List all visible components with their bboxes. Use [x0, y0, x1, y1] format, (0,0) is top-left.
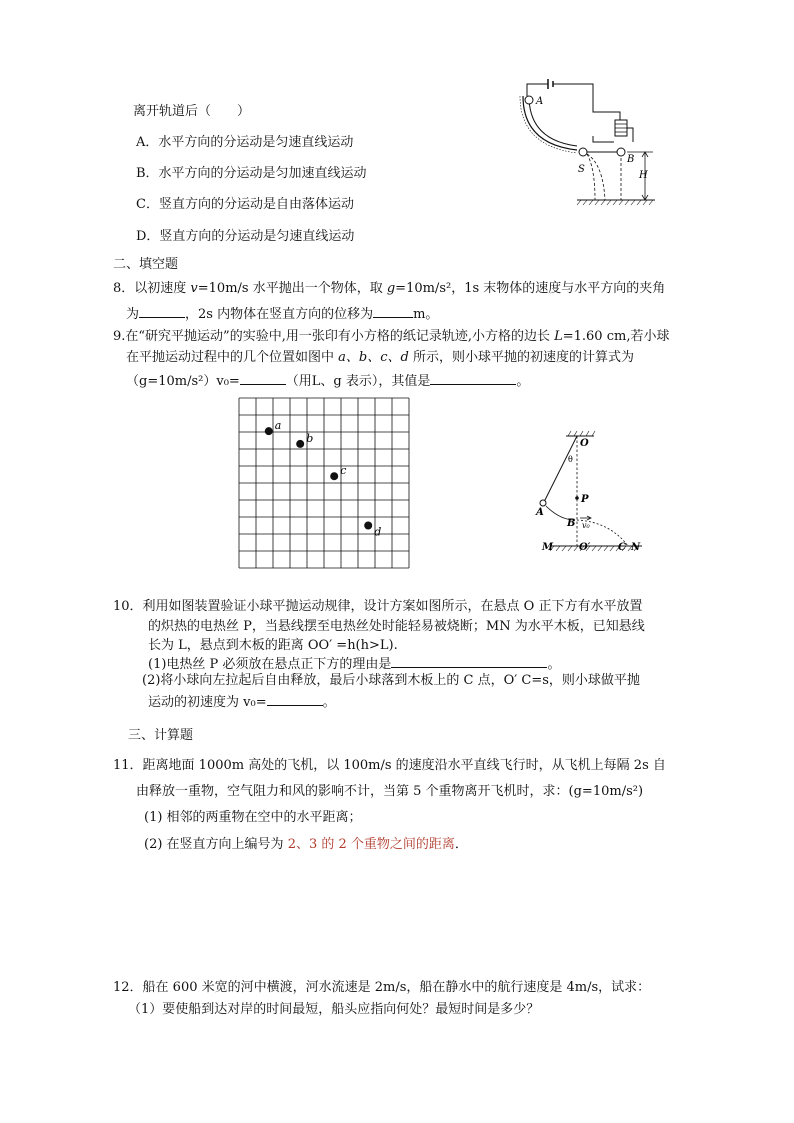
q9-text: 所示，则小球平抛的初速度的计算式为 — [408, 350, 634, 365]
q8-text: m。 — [413, 307, 439, 322]
heater-p — [575, 496, 579, 500]
q10-text: 。 — [322, 695, 336, 710]
trajectory-point-label: b — [306, 431, 314, 445]
q9-text: 在平抛运动过程中的几个位置如图中 — [126, 350, 339, 365]
trajectory-point-a — [265, 427, 273, 435]
q10-sub1 — [148, 655, 560, 673]
q7-option-c: C．竖直方向的分运动是自由落体运动 — [136, 197, 354, 212]
label-b: B — [627, 154, 635, 165]
label-h: H — [639, 170, 648, 181]
q9-text: （用L、g 表示），其值是 — [285, 374, 431, 389]
q9-points: a、b、c、d — [338, 350, 409, 365]
q10-text: (1)电热丝 P 必须放在悬点正下方的理由是 — [148, 657, 392, 672]
q9-l-symbol: L — [554, 329, 563, 344]
q10-pendulum-figure — [530, 430, 655, 560]
q11-highlight: 2、3 的 2 个重物之间的距离 — [287, 837, 455, 852]
q9-line3 — [126, 372, 529, 390]
q10-line3: 长为 L，悬点到木板的距离 OO′ =h(h>L). — [148, 638, 398, 653]
label-b: B — [567, 518, 576, 529]
q11-sub2 — [144, 837, 468, 853]
q11-text: ． — [454, 837, 468, 852]
label-v0: v₀ — [582, 521, 590, 530]
label-o: O — [580, 438, 589, 449]
q8-text: ，2s 内物体在竖直方向的位移为 — [185, 307, 374, 322]
label-n: N — [631, 542, 641, 553]
trajectory-point-label: c — [340, 464, 347, 478]
ball-b — [617, 148, 625, 156]
label-p: P — [581, 494, 589, 505]
q8-g-symbol: g — [386, 281, 396, 296]
q11-line1: 11．距离地面 1000m 高处的飞机，以 100m/s 的速度沿水平直线飞行时，从飞机上每隔 2s 自 — [113, 758, 666, 773]
q9-text: 。 — [516, 374, 530, 389]
trajectory-point-label: d — [374, 525, 382, 539]
ball-a — [525, 96, 533, 104]
q9-text: （g=10m/s²）v₀= — [126, 374, 240, 389]
label-theta: θ — [568, 455, 573, 464]
q10-text: 运动的初速度为 v₀= — [148, 695, 267, 710]
q8-angle-blank[interactable] — [139, 305, 185, 318]
ball-s — [579, 148, 587, 156]
q7-option-d: D．竖直方向的分运动是匀速直线运动 — [136, 229, 355, 244]
q10-text: 。 — [547, 657, 561, 672]
q9-text: =1.60 cm,若小球 — [562, 329, 670, 344]
q7-option-a: A．水平方向的分运动是匀速直线运动 — [136, 135, 354, 150]
q9-line2 — [126, 350, 634, 366]
q10-sub2-line1: (2)将小球向左拉起后自由释放，最后小球落到木板上的 C 点，O′ C=s，则小球做平抛 — [142, 673, 640, 688]
trajectory-point-label: a — [274, 419, 282, 433]
label-s: S — [578, 164, 585, 175]
q9-line1 — [113, 329, 669, 345]
section-heading-fill-in: 二、填空题 — [113, 257, 179, 272]
q8-text: =10m/s 水平抛出一个物体，取 — [197, 281, 387, 296]
q8-text: 为 — [126, 307, 140, 322]
q9-text: 9.在“研究平抛运动”的实验中,用一张印有小方格的纸记录轨迹,小方格的边长 — [113, 329, 555, 344]
label-o-prime: O′ — [579, 542, 591, 553]
q10-sub2-line2 — [148, 693, 336, 711]
q7-stem: 离开轨道后（ ） — [133, 104, 251, 119]
q7-apparatus-figure — [515, 78, 675, 208]
trajectory-point-d — [364, 522, 372, 530]
q8-v-symbol: v — [190, 281, 198, 296]
q10-reason-blank[interactable] — [391, 655, 547, 668]
trajectory-point-b — [296, 440, 304, 448]
section-heading-calculation: 三、计算题 — [128, 728, 194, 743]
q11-line2: 由释放一重物，空气阻力和风的影响不计，当第 5 个重物离开飞机时，求：(g=10m/s²) — [136, 784, 644, 799]
q12-line1: 12．船在 600 米宽的河中横渡，河水流速是 2m/s，船在静水中的航行速度是 4m/s，试求： — [113, 980, 651, 995]
q8-text: =10m/s²，1s 末物体的速度与水平方向的夹角 — [395, 281, 666, 296]
q12-sub1: （1）要使船到达对岸的时间最短，船头应指向何处？最短时间是多少？ — [128, 1002, 540, 1017]
label-a: A — [536, 507, 544, 518]
trajectory-point-c — [330, 472, 338, 480]
label-a: A — [536, 96, 544, 107]
q7-option-b: B．水平方向的分运动是匀加速直线运动 — [136, 166, 367, 181]
label-m: M — [542, 542, 554, 553]
q8-displacement-blank[interactable] — [373, 305, 413, 318]
q10-line2: 的炽热的电热丝 P，当悬线摆至电热丝处时能轻易被烧断；MN 为水平木板，已知悬线 — [148, 619, 645, 634]
q9-value-blank[interactable] — [430, 372, 516, 385]
label-c: C — [618, 542, 626, 553]
q8-line1 — [113, 281, 665, 297]
q10-v0-blank[interactable] — [267, 693, 323, 706]
q8-line2 — [126, 305, 438, 323]
q8-text: 8．以初速度 — [113, 281, 191, 296]
pendulum-ball — [540, 500, 546, 506]
q11-text: (2) 在竖直方向上编号为 — [144, 837, 288, 852]
q11-sub1: (1) 相邻的两重物在空中的水平距离； — [144, 810, 362, 825]
q9-formula-blank[interactable] — [240, 372, 286, 385]
q10-line1: 10．利用如图装置验证小球平抛运动规律，设计方案如图所示，在悬点 O 正下方有水平放置 — [113, 599, 643, 614]
q9-grid-figure — [238, 397, 410, 569]
